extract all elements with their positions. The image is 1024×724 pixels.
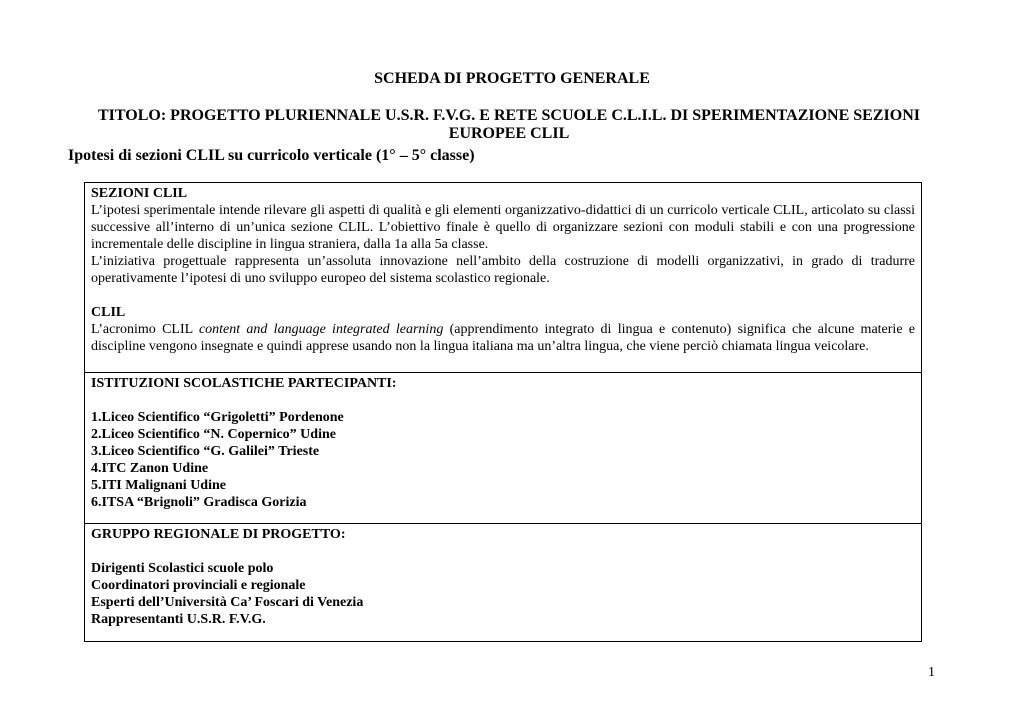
istituzioni-section — [85, 373, 921, 524]
gruppo-item: Coordinatori provinciali e regionale — [91, 578, 306, 593]
document-title: SCHEDA DI PROGETTO GENERALE — [374, 70, 650, 87]
sezioni-clil-section — [85, 183, 921, 373]
document-subtitle: Ipotesi di sezioni CLIL su curricolo verticale (1° – 5° classe) — [68, 147, 475, 164]
sezioni-clil-heading: SEZIONI CLIL — [91, 186, 188, 201]
sezioni-paragraph-2: L’iniziativa progettuale rappresenta un’assoluta innovazione nell’ambito della costruzione di modelli organizzativi, in grado di tradurre operativamente l’ipotesi di uno sviluppo europeo del sistema scolastico regionale. — [91, 254, 915, 286]
sezioni-paragraph-1: L’ipotesi sperimentale intende rilevare gli aspetti di qualità e gli elementi organizzativo-didattici di un curricolo verticale CLIL, articolato su classi successive all’interno di un’unica sezione CLIL. L’obiettivo finale è quello di organizzare sezioni con moduli stabili e con una progressione incrementale delle discipline in lingua straniera, dalla 1a alla 5a classe. — [91, 203, 915, 252]
gruppo-item: Rappresentanti U.S.R. F.V.G. — [91, 612, 266, 627]
clil-heading: CLIL — [91, 305, 126, 320]
institution-item: 2.Liceo Scientifico “N. Copernico” Udine — [91, 427, 336, 442]
gruppo-item: Esperti dell’Università Ca’ Foscari di Venezia — [91, 595, 364, 610]
istituzioni-heading: ISTITUZIONI SCOLASTICHE PARTECIPANTI: — [91, 376, 397, 391]
institution-item: 5.ITI Malignani Udine — [91, 478, 226, 493]
clil-intro-text: L’acronimo CLIL — [91, 322, 199, 337]
gruppo-item: Dirigenti Scolastici scuole polo — [91, 561, 274, 576]
institution-item: 3.Liceo Scientifico “G. Galilei” Trieste — [91, 444, 320, 459]
page-number: 1 — [928, 665, 935, 680]
clil-paragraph — [91, 321, 915, 355]
gruppo-section — [85, 524, 921, 641]
institution-item: 6.ITSA “Brignoli” Gradisca Gorizia — [91, 495, 307, 510]
institution-item: 1.Liceo Scientifico “Grigoletti” Pordenone — [91, 410, 344, 425]
project-table — [84, 182, 922, 642]
project-title: TITOLO: PROGETTO PLURIENNALE U.S.R. F.V.G. E RETE SCUOLE C.L.I.L. DI SPERIMENTAZIONE SEZIONI EUROPEE CLIL — [98, 107, 920, 142]
institution-item: 4.ITC Zanon Udine — [91, 461, 209, 476]
gruppo-heading: GRUPPO REGIONALE DI PROGETTO: — [91, 527, 346, 542]
clil-rest-text: (apprendimento integrato di lingua e contenuto) significa che alcune materie e discipline vengono insegnate e quindi apprese usando non la lingua italiana ma un’altra lingua, che viene perciò chiamata lingua veicolare. — [91, 322, 916, 354]
clil-italic-text: content and language integrated learning — [198, 322, 444, 337]
